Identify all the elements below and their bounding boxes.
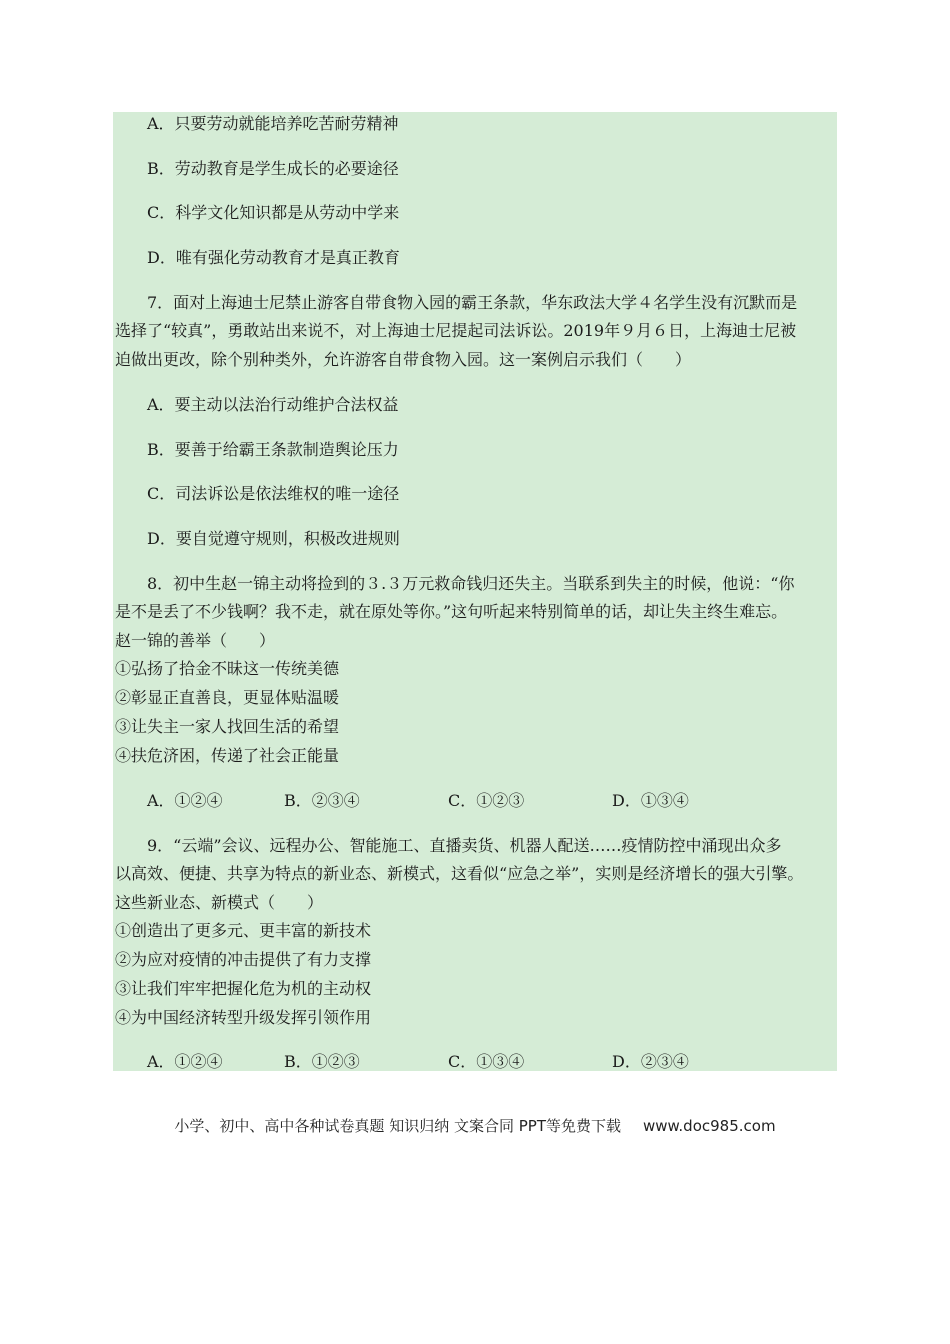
q8-statement-2: ②彰显正直善良，更显体贴温暖 <box>115 688 340 707</box>
q8-stem-line-3: 赵一锦的善举（ ） <box>115 631 276 650</box>
q8-choice-b: B．②③④ <box>284 791 360 810</box>
footer-site-link[interactable]: www.doc985.com <box>642 1117 776 1135</box>
q6-option-c: C．科学文化知识都是从劳动中学来 <box>147 203 400 222</box>
q9-statement-3: ③让我们牢牢把握化危为机的主动权 <box>115 979 372 998</box>
q8-stem-line-2: 是不是丢了不少钱啊？我不走，就在原处等你。”这句听起来特别简单的话，却让失主终生难忘。 <box>115 602 788 621</box>
content-panel <box>113 112 837 1071</box>
q8-statement-3: ③让失主一家人找回生活的希望 <box>115 717 340 736</box>
q8-statement-4: ④扶危济困，传递了社会正能量 <box>115 746 340 765</box>
q6-option-b: B．劳动教育是学生成长的必要途径 <box>147 159 399 178</box>
q9-choice-d: D．②③④ <box>612 1052 689 1071</box>
q7-option-d: D．要自觉遵守规则，积极改进规则 <box>147 529 400 548</box>
q8-stem-line-1: 8．初中生赵一锦主动将捡到的３.３万元救命钱归还失主。当联系到失主的时候，他说：“你 <box>147 574 795 593</box>
q8-choice-d: D．①③④ <box>612 791 689 810</box>
q9-stem-line-3: 这些新业态、新模式（ ） <box>115 893 324 912</box>
q7-option-a: A．要主动以法治行动维护合法权益 <box>147 395 399 414</box>
q8-statement-1: ①弘扬了拾金不昧这一传统美德 <box>115 659 340 678</box>
q7-stem-line-3: 迫做出更改，除个别种类外，允许游客自带食物入园。这一案例启示我们（ ） <box>115 350 692 369</box>
q8-choice-a: A．①②④ <box>147 791 223 810</box>
q7-stem-line-1: 7．面对上海迪士尼禁止游客自带食物入园的霸王条款，华东政法大学４名学生没有沉默而是 <box>147 293 798 312</box>
q9-statement-2: ②为应对疫情的冲击提供了有力支撑 <box>115 950 372 969</box>
q9-stem-line-1: 9．“云端”会议、远程办公、智能施工、直播卖货、机器人配送……疫情防控中涌现出众多 <box>147 836 782 855</box>
q6-option-a: A．只要劳动就能培养吃苦耐劳精神 <box>147 114 399 133</box>
q9-statement-1: ①创造出了更多元、更丰富的新技术 <box>115 921 372 940</box>
q9-choice-c: C．①③④ <box>448 1052 525 1071</box>
page-footer <box>0 1116 950 1136</box>
q7-option-c: C．司法诉讼是依法维权的唯一途径 <box>147 484 400 503</box>
footer-text: 小学、初中、高中各种试卷真题 知识归纳 文案合同 PPT等免费下载 <box>174 1117 621 1135</box>
q9-statement-4: ④为中国经济转型升级发挥引领作用 <box>115 1008 372 1027</box>
q7-stem-line-2: 选择了“较真”，勇敢站出来说不，对上海迪士尼提起司法诉讼。2019年９月６日，上海迪士尼被 <box>115 321 797 340</box>
q9-stem-line-2: 以高效、便捷、共享为特点的新业态、新模式，这看似“应急之举”，实则是经济增长的强大引擎。 <box>115 864 804 883</box>
q9-choice-b: B．①②③ <box>284 1052 360 1071</box>
q8-choice-c: C．①②③ <box>448 791 525 810</box>
q9-choice-a: A．①②④ <box>147 1052 223 1071</box>
q6-option-d: D．唯有强化劳动教育才是真正教育 <box>147 248 400 267</box>
q7-option-b: B．要善于给霸王条款制造舆论压力 <box>147 440 399 459</box>
